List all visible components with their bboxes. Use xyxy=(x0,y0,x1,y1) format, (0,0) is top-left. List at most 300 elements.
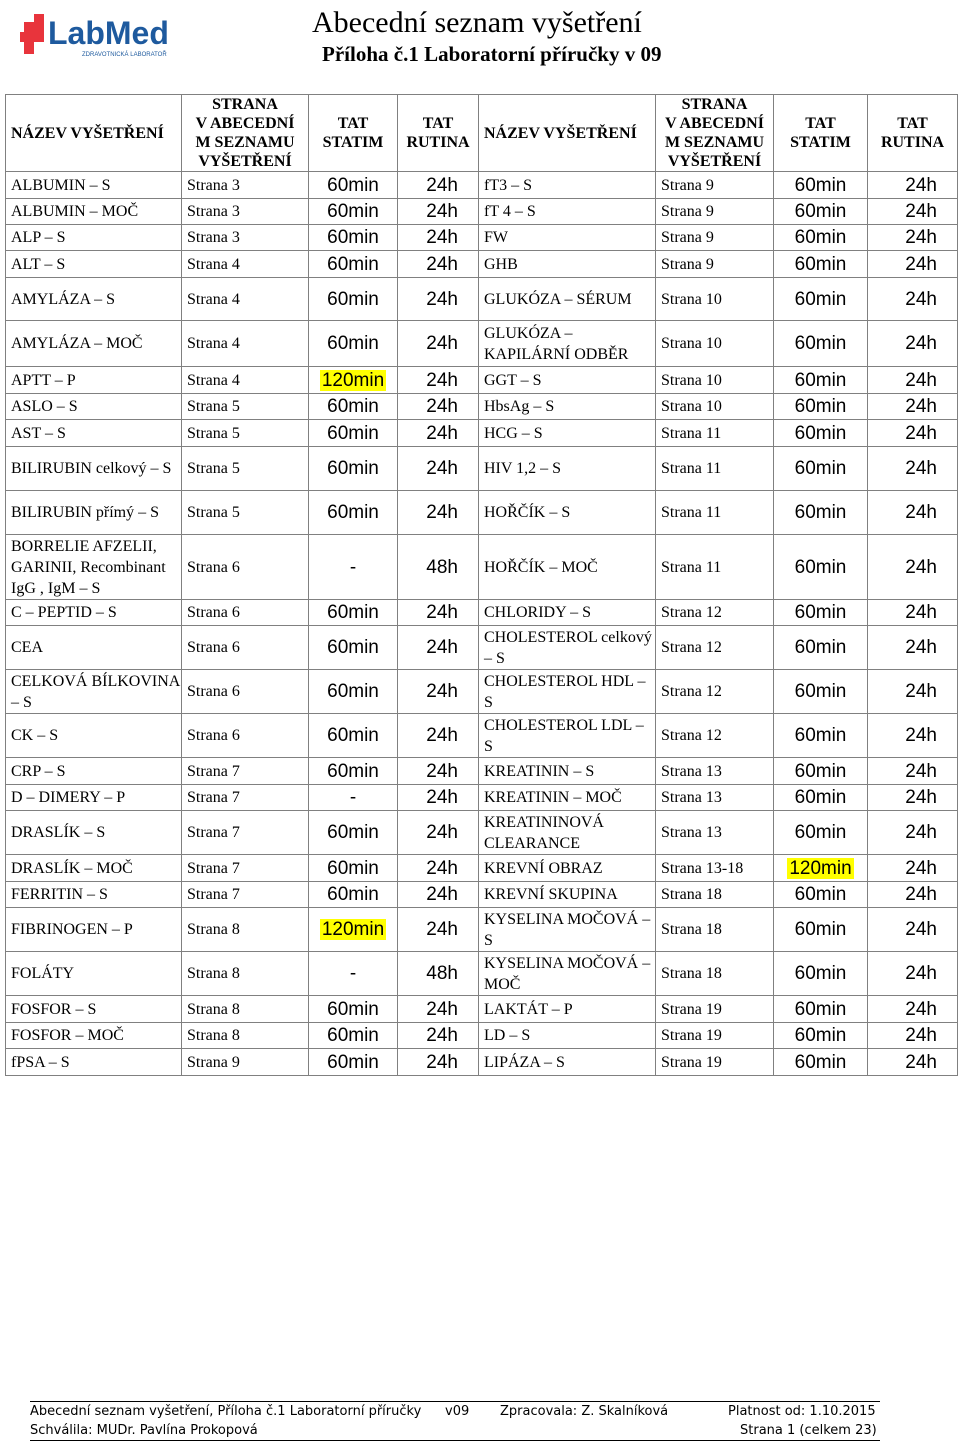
table-row xyxy=(6,670,958,714)
page-ref-cell xyxy=(182,952,309,996)
page-ref: Strana 11 xyxy=(661,504,722,521)
table-row xyxy=(6,394,958,420)
tat-statim: 60min xyxy=(794,1051,847,1073)
tat-rutina-cell xyxy=(868,225,958,251)
page-ref: Strana 6 xyxy=(187,558,240,576)
tat-rutina-cell xyxy=(398,626,479,670)
page-ref: Strana 5 xyxy=(187,460,240,477)
tat-rutina: 24h xyxy=(426,857,458,879)
page-ref-cell xyxy=(182,758,309,785)
tat-statim-cell xyxy=(774,670,868,714)
tat-rutina-cell xyxy=(398,172,479,199)
page-title: Abecední seznam vyšetření xyxy=(312,6,642,39)
page-ref: Strana 7 xyxy=(187,762,240,780)
tat-rutina-cell xyxy=(398,811,479,855)
tat-rutina: 24h xyxy=(426,1051,458,1073)
page-ref-cell xyxy=(656,1023,774,1049)
tat-rutina: 24h xyxy=(426,998,458,1020)
table-row xyxy=(6,811,958,855)
labmed-logo xyxy=(20,8,180,60)
page-ref-cell xyxy=(182,882,309,908)
tat-rutina-cell xyxy=(398,996,479,1023)
page-ref: Strana 5 xyxy=(187,504,240,521)
exam-name: KREVNÍ OBRAZ xyxy=(484,859,603,877)
tat-statim: 60min xyxy=(794,760,847,782)
exam-name-cell xyxy=(479,251,656,278)
tat-rutina-cell xyxy=(398,251,479,278)
table-row xyxy=(6,172,958,199)
tat-rutina-cell xyxy=(398,199,479,225)
tat-statim-cell xyxy=(309,670,398,714)
col-header-page: STRANA V ABECEDNÍ M SEZNAMU VYŠETŘENÍ xyxy=(182,95,309,172)
tat-statim: 60min xyxy=(327,884,379,905)
tat-rutina: 24h xyxy=(905,857,937,879)
tat-rutina: 24h xyxy=(426,396,458,417)
tat-statim-cell xyxy=(774,882,868,908)
tat-rutina-cell xyxy=(868,535,958,600)
tat-statim-cell xyxy=(774,758,868,785)
page-ref-cell xyxy=(182,420,309,447)
exam-name: HbsAg – S xyxy=(484,398,555,415)
tat-rutina-cell xyxy=(868,321,958,367)
tat-statim-cell xyxy=(774,908,868,952)
tat-rutina: 24h xyxy=(905,998,937,1020)
tat-rutina-cell xyxy=(398,321,479,367)
tat-rutina-cell xyxy=(868,996,958,1023)
exam-name: BORRELIE AFZELII, GARINII, Recombinant IgG , IgM – S xyxy=(11,537,166,597)
exam-name: fPSA – S xyxy=(11,1053,70,1071)
tat-rutina: 24h xyxy=(426,458,458,479)
page-ref-cell xyxy=(656,758,774,785)
tat-rutina-cell xyxy=(868,367,958,394)
tat-rutina: 48h xyxy=(426,556,458,578)
tat-statim-cell xyxy=(774,714,868,758)
page-ref-cell xyxy=(182,491,309,535)
table-row xyxy=(6,491,958,535)
tat-rutina: 24h xyxy=(905,556,937,578)
page-ref-cell xyxy=(656,855,774,882)
page-ref-cell xyxy=(182,1023,309,1049)
exam-name-cell xyxy=(479,855,656,882)
footer-prepared-by: Zpracovala: Z. Skalníková xyxy=(500,1404,669,1419)
tat-rutina-cell xyxy=(398,447,479,491)
tat-rutina-cell xyxy=(398,600,479,626)
tat-statim: 60min xyxy=(794,556,847,578)
tat-rutina: 24h xyxy=(426,884,458,905)
tat-statim-cell xyxy=(309,600,398,626)
exam-name-cell xyxy=(479,600,656,626)
tat-statim-cell xyxy=(774,600,868,626)
tat-rutina: 24h xyxy=(426,253,458,275)
page-ref: Strana 4 xyxy=(187,255,240,273)
exam-name: FOSFOR – MOČ xyxy=(11,1027,124,1044)
tat-statim-cell xyxy=(309,908,398,952)
tat-statim-cell xyxy=(309,420,398,447)
tat-rutina: 24h xyxy=(426,174,458,196)
exam-name-cell xyxy=(6,952,182,996)
page-footer xyxy=(30,1401,880,1441)
exam-name-cell xyxy=(479,491,656,535)
tat-statim: 60min xyxy=(327,602,379,623)
exam-name-cell xyxy=(479,908,656,952)
page-ref: Strana 18 xyxy=(661,886,722,903)
tat-statim: 60min xyxy=(327,1025,379,1046)
page-ref: Strana 19 xyxy=(661,1000,722,1018)
exam-name: LIPÁZA – S xyxy=(484,1053,565,1071)
footer-page: Strana 1 (celkem 23) xyxy=(740,1423,877,1438)
tat-statim: 60min xyxy=(794,201,847,222)
tat-rutina: 24h xyxy=(905,681,937,702)
exam-name: LAKTÁT – P xyxy=(484,1000,573,1018)
exam-name-cell xyxy=(479,225,656,251)
table-row xyxy=(6,321,958,367)
tat-statim-cell xyxy=(309,1049,398,1076)
tat-rutina-cell xyxy=(868,714,958,758)
exam-name-cell xyxy=(6,491,182,535)
exam-name-cell xyxy=(479,394,656,420)
tat-rutina-cell xyxy=(398,714,479,758)
tat-statim-cell xyxy=(309,785,398,811)
tat-rutina: 24h xyxy=(905,458,937,479)
tat-statim: 60min xyxy=(794,822,847,843)
tat-rutina-cell xyxy=(398,908,479,952)
page-ref: Strana 13 xyxy=(661,789,722,806)
col-header-name-2: NÁZEV VYŠETŘENÍ xyxy=(479,95,656,172)
page-ref: Strana 9 xyxy=(661,229,714,246)
exam-name-cell xyxy=(6,811,182,855)
page-ref-cell xyxy=(656,952,774,996)
footer-approved-by: Schválila: MUDr. Pavlína Prokopová xyxy=(30,1423,258,1438)
tat-statim: 60min xyxy=(794,637,847,658)
tat-statim: 60min xyxy=(327,288,379,310)
page-ref-cell xyxy=(182,908,309,952)
tat-rutina-cell xyxy=(868,1023,958,1049)
tat-rutina: 24h xyxy=(426,201,458,222)
tat-statim: 60min xyxy=(794,725,847,746)
table-row xyxy=(6,367,958,394)
table-row xyxy=(6,447,958,491)
tat-statim-cell xyxy=(774,172,868,199)
tat-rutina: 24h xyxy=(905,822,937,843)
exam-name-cell xyxy=(6,670,182,714)
tat-rutina-cell xyxy=(398,420,479,447)
page-ref: Strana 11 xyxy=(661,460,722,477)
exam-name-cell xyxy=(479,535,656,600)
tat-statim: 60min xyxy=(794,963,847,984)
tat-rutina: 24h xyxy=(426,760,458,782)
exam-name-cell xyxy=(6,172,182,199)
tat-rutina-cell xyxy=(868,855,958,882)
exam-name: fT 4 – S xyxy=(484,203,536,220)
tat-rutina-cell xyxy=(868,952,958,996)
tat-statim-cell xyxy=(309,367,398,394)
exam-name: APTT – P xyxy=(11,371,76,389)
page-ref-cell xyxy=(656,172,774,199)
exam-name: KYSELINA MOČOVÁ – S xyxy=(484,910,651,949)
tat-statim: 60min xyxy=(794,502,847,523)
exam-name: CK – S xyxy=(11,727,59,744)
tat-statim-cell xyxy=(309,172,398,199)
tat-statim: - xyxy=(349,963,357,984)
tat-rutina: 24h xyxy=(905,602,937,623)
exam-name-cell xyxy=(479,172,656,199)
exam-name: GLUKÓZA – KAPILÁRNÍ ODBĚR xyxy=(484,324,629,363)
tat-statim-cell xyxy=(309,811,398,855)
page-ref-cell xyxy=(182,996,309,1023)
page-ref: Strana 9 xyxy=(661,255,714,273)
tat-rutina: 24h xyxy=(426,637,458,658)
tat-rutina: 24h xyxy=(905,963,937,984)
exam-name-cell xyxy=(6,882,182,908)
page-ref: Strana 12 xyxy=(661,727,722,744)
tat-statim-cell xyxy=(309,996,398,1023)
tat-statim: 60min xyxy=(327,174,379,196)
exam-name: KREVNÍ SKUPINA xyxy=(484,886,618,903)
tat-statim-cell xyxy=(309,1023,398,1049)
tat-statim-cell xyxy=(309,447,398,491)
table-row xyxy=(6,600,958,626)
page-ref-cell xyxy=(656,785,774,811)
tat-rutina: 24h xyxy=(426,288,458,310)
tat-rutina-cell xyxy=(868,908,958,952)
page-ref-cell xyxy=(656,996,774,1023)
exam-name: AMYLÁZA – S xyxy=(11,290,116,308)
tat-rutina-cell xyxy=(398,670,479,714)
exam-name-cell xyxy=(6,367,182,394)
tat-statim-cell xyxy=(774,1049,868,1076)
tat-statim-cell xyxy=(309,952,398,996)
tat-rutina: 24h xyxy=(905,919,937,940)
page-ref-cell xyxy=(182,714,309,758)
footer-doc-name: Abecední seznam vyšetření, Příloha č.1 Laboratorní příručky xyxy=(30,1404,422,1419)
table-row xyxy=(6,714,958,758)
page-ref: Strana 8 xyxy=(187,1027,240,1044)
tat-statim: 60min xyxy=(327,725,379,746)
tat-statim-cell xyxy=(774,491,868,535)
col-header-name: NÁZEV VYŠETŘENÍ xyxy=(6,95,182,172)
tat-statim-cell xyxy=(774,225,868,251)
page-ref-cell xyxy=(656,626,774,670)
tat-statim-cell xyxy=(774,420,868,447)
page-ref-cell xyxy=(182,626,309,670)
col-header-tat-rutina: TAT RUTINA xyxy=(398,95,479,172)
tat-statim: 60min xyxy=(327,458,379,479)
table-row xyxy=(6,199,958,225)
tat-rutina-cell xyxy=(868,600,958,626)
exam-name: HOŘČÍK – S xyxy=(484,504,571,521)
tat-rutina-cell xyxy=(868,785,958,811)
tat-statim: 60min xyxy=(794,253,847,275)
tat-statim: 60min xyxy=(327,253,379,275)
exam-name: CHLORIDY – S xyxy=(484,604,591,621)
page-ref: Strana 18 xyxy=(661,965,722,982)
page-ref: Strana 4 xyxy=(187,335,240,352)
page-ref: Strana 9 xyxy=(187,1053,240,1071)
footer-valid-from: Platnost od: 1.10.2015 xyxy=(728,1404,876,1419)
tat-statim: 60min xyxy=(327,760,379,782)
exam-name: KREATININ – S xyxy=(484,762,595,780)
tat-statim: 60min xyxy=(327,637,379,658)
table-row xyxy=(6,420,958,447)
exam-name-cell xyxy=(479,670,656,714)
table-row xyxy=(6,535,958,600)
exam-name-cell xyxy=(479,785,656,811)
tat-rutina-cell xyxy=(868,278,958,321)
col-header-page-2: STRANA V ABECEDNÍ M SEZNAMU VYŠETŘENÍ xyxy=(656,95,774,172)
page-subtitle: Příloha č.1 Laboratorní příručky v 09 xyxy=(322,42,662,66)
tat-statim: 120min xyxy=(321,919,385,940)
page-ref: Strana 13-18 xyxy=(661,859,744,877)
page-ref: Strana 7 xyxy=(187,789,240,806)
exam-name: ALT – S xyxy=(11,255,66,273)
tat-statim: 60min xyxy=(327,822,379,843)
page-ref-cell xyxy=(182,172,309,199)
page-ref: Strana 12 xyxy=(661,683,722,700)
exam-name: KYSELINA MOČOVÁ – MOČ xyxy=(484,954,651,993)
tat-statim-cell xyxy=(309,535,398,600)
tat-rutina: 24h xyxy=(905,502,937,523)
exam-name-cell xyxy=(6,600,182,626)
exam-name: fT3 – S xyxy=(484,176,532,194)
tat-rutina-cell xyxy=(398,785,479,811)
tat-rutina: 24h xyxy=(905,201,937,222)
exam-name: CHOLESTEROL celkový – S xyxy=(484,628,652,667)
exam-name-cell xyxy=(6,225,182,251)
exam-name: HCG – S xyxy=(484,424,543,442)
tat-statim: 60min xyxy=(794,998,847,1020)
tat-rutina-cell xyxy=(398,952,479,996)
exam-name-cell xyxy=(6,535,182,600)
exam-name-cell xyxy=(479,811,656,855)
exam-name: FOLÁTY xyxy=(11,965,75,982)
exam-name: GGT – S xyxy=(484,371,542,389)
page-ref: Strana 12 xyxy=(661,639,722,656)
page-ref-cell xyxy=(656,420,774,447)
tat-statim-cell xyxy=(774,394,868,420)
exam-name-cell xyxy=(479,199,656,225)
tat-statim: 60min xyxy=(794,884,847,905)
tat-rutina-cell xyxy=(398,225,479,251)
page-ref: Strana 18 xyxy=(661,921,722,938)
exam-name: FOSFOR – S xyxy=(11,1000,97,1018)
exam-name-cell xyxy=(479,420,656,447)
page-ref: Strana 9 xyxy=(661,176,714,194)
table-row xyxy=(6,952,958,996)
table-row xyxy=(6,908,958,952)
tat-statim-cell xyxy=(309,394,398,420)
exam-name-cell xyxy=(6,278,182,321)
page-ref-cell xyxy=(656,225,774,251)
exam-name-cell xyxy=(6,996,182,1023)
page-ref-cell xyxy=(182,811,309,855)
tat-rutina-cell xyxy=(398,535,479,600)
table-row xyxy=(6,225,958,251)
page-ref: Strana 12 xyxy=(661,604,722,621)
exam-name: BILIRUBIN přímý – S xyxy=(11,504,159,521)
page-ref-cell xyxy=(656,367,774,394)
page-ref-cell xyxy=(656,535,774,600)
tat-rutina: 24h xyxy=(426,227,458,248)
exam-name: KREATININOVÁ CLEARANCE xyxy=(484,813,604,852)
tat-statim-cell xyxy=(774,626,868,670)
page-ref-cell xyxy=(656,1049,774,1076)
tat-statim: 60min xyxy=(327,201,379,222)
page-ref: Strana 13 xyxy=(661,762,722,780)
tat-statim-cell xyxy=(309,855,398,882)
exam-name-cell xyxy=(6,420,182,447)
page-ref-cell xyxy=(182,670,309,714)
page-ref-cell xyxy=(182,278,309,321)
tat-statim: 120min xyxy=(321,369,385,391)
exam-name-cell xyxy=(6,199,182,225)
tat-rutina-cell xyxy=(868,1049,958,1076)
tat-statim-cell xyxy=(774,278,868,321)
tat-statim-cell xyxy=(309,758,398,785)
tat-statim-cell xyxy=(774,251,868,278)
tat-statim-cell xyxy=(309,714,398,758)
tat-statim-cell xyxy=(309,321,398,367)
page-ref: Strana 11 xyxy=(661,424,722,442)
page-ref: Strana 4 xyxy=(187,371,240,389)
exam-name: BILIRUBIN celkový – S xyxy=(11,460,172,477)
page-ref: Strana 3 xyxy=(187,229,240,246)
exam-name: ALBUMIN – MOČ xyxy=(11,203,139,220)
svg-text:LabMed: LabMed xyxy=(48,15,169,51)
exam-name: ALBUMIN – S xyxy=(11,176,111,194)
tat-statim: 60min xyxy=(327,857,379,879)
page-ref-cell xyxy=(182,447,309,491)
col-header-tat-rutina-2: TAT RUTINA xyxy=(868,95,958,172)
tat-rutina: 24h xyxy=(426,1025,458,1046)
tat-statim: 60min xyxy=(794,919,847,940)
col-header-tat-statim: TAT STATIM xyxy=(309,95,398,172)
page-ref: Strana 6 xyxy=(187,683,240,700)
tat-rutina: 24h xyxy=(905,884,937,905)
page-ref: Strana 3 xyxy=(187,176,240,194)
tat-rutina: 24h xyxy=(426,602,458,623)
page-ref-cell xyxy=(182,225,309,251)
tat-statim-cell xyxy=(309,225,398,251)
tat-rutina: 24h xyxy=(905,369,937,391)
page-ref-cell xyxy=(656,199,774,225)
exam-name-cell xyxy=(479,952,656,996)
exam-name: HOŘČÍK – MOČ xyxy=(484,558,598,576)
tat-rutina: 24h xyxy=(905,637,937,658)
tat-statim: 60min xyxy=(327,396,379,417)
tat-statim-cell xyxy=(309,491,398,535)
tat-statim: - xyxy=(349,787,357,808)
page-ref: Strana 8 xyxy=(187,1000,240,1018)
page-ref-cell xyxy=(182,321,309,367)
tat-rutina: 24h xyxy=(905,1051,937,1073)
tat-rutina-cell xyxy=(868,491,958,535)
exam-name-cell xyxy=(6,626,182,670)
tat-rutina-cell xyxy=(868,758,958,785)
tat-statim-cell xyxy=(774,321,868,367)
tat-statim-cell xyxy=(774,996,868,1023)
tat-rutina: 24h xyxy=(426,681,458,702)
page-ref-cell xyxy=(656,811,774,855)
page-ref-cell xyxy=(182,1049,309,1076)
exam-name: CELKOVÁ BÍLKOVINA – S xyxy=(11,672,180,711)
exam-name: HIV 1,2 – S xyxy=(484,460,562,477)
page-ref: Strana 7 xyxy=(187,859,240,877)
tat-statim: 60min xyxy=(794,288,847,310)
page-ref: Strana 4 xyxy=(187,290,240,308)
tat-rutina-cell xyxy=(868,882,958,908)
tat-statim: 60min xyxy=(327,998,379,1020)
tat-rutina: 24h xyxy=(905,288,937,310)
